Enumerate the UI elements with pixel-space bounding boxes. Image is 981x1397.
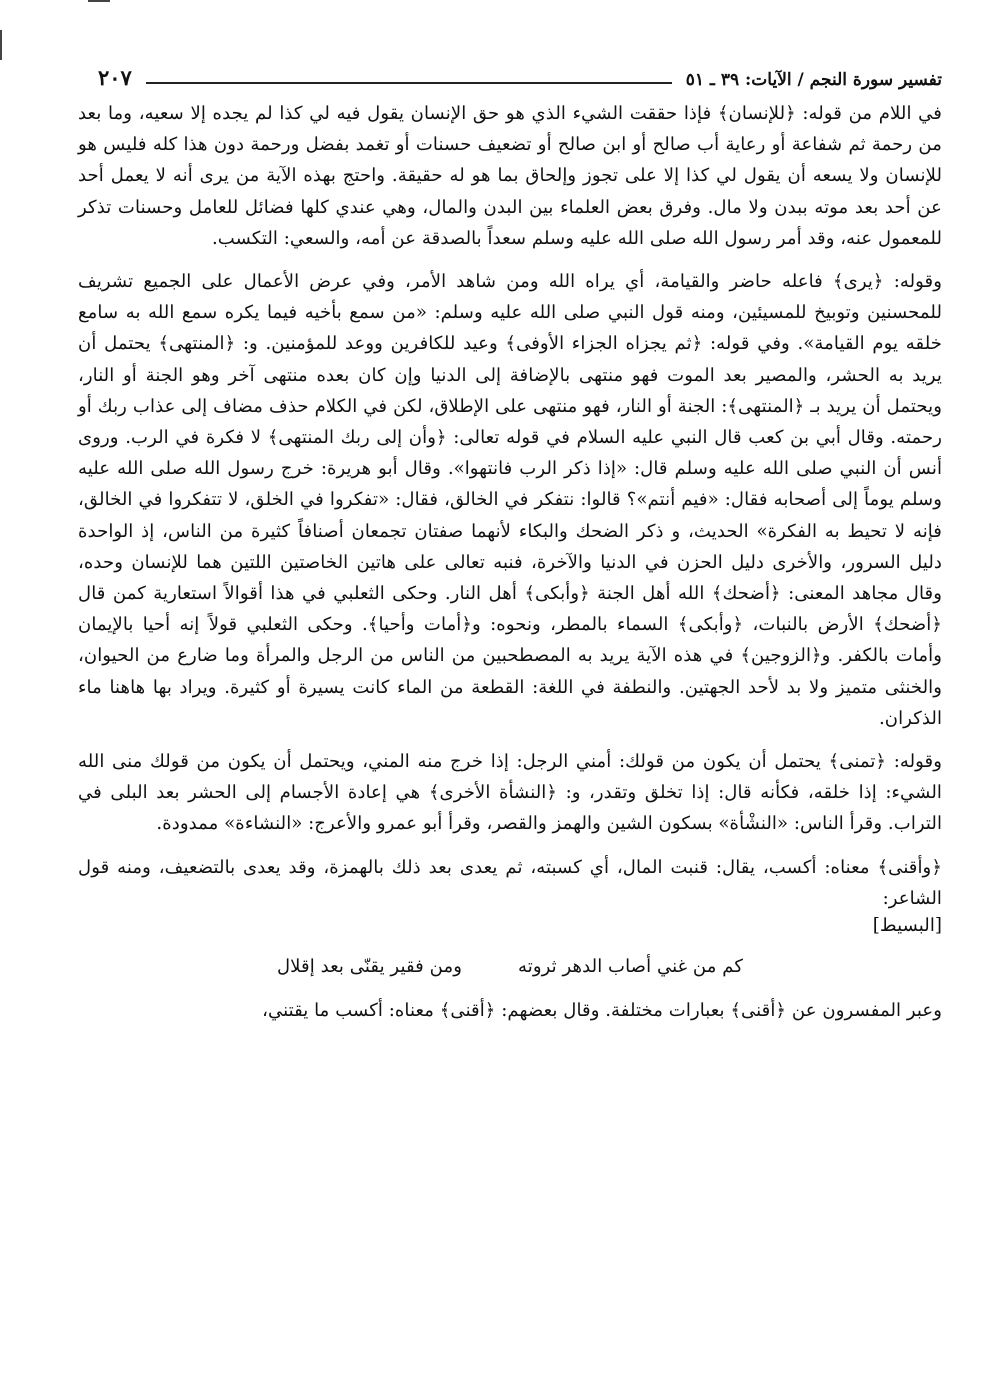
verse-second-hemistich: ومن فقير يقنّى بعد إقلال bbox=[276, 956, 462, 978]
scan-edge-mark-left bbox=[0, 30, 2, 60]
poetry-verse bbox=[78, 945, 942, 989]
book-page bbox=[78, 52, 942, 1038]
paragraph-2: وقوله: ﴿يرى﴾ فاعله حاضر والقيامة، أي يراه الله ومن شاهد الأمر، وفي عرض الأعمال على الجميع تشريف للمحسنين وتوبيخ للمسيئين، ومنه قول النبي صلى الله عليه وسلم: «من سمع بأخيه فيما يكره سمع الله به سامع خلقه يوم القيامة». وفي قوله: ﴿ثم يجزاه الجزاء الأوفى﴾ وعيد للكافرين ووعد للمؤمنين. و: ﴿المنتهى﴾ يحتمل أن يريد به الحشر، والمصير بعد الموت فهو منتهى بالإضافة إلى الدنيا وإن كان بعده منتهى آخر وهو الجنة أو النار، ويحتمل أن يريد بـ ﴿المنتهى﴾: الجنة أو النار، فهو منتهى على الإطلاق، لكن في الكلام حذف مضاف إلى عذاب ربك أو رحمته. وقال أبي بن كعب قال النبي عليه السلام في قوله تعالى: ﴿وأن إلى ربك المنتهى﴾ لا فكرة في الرب. وروى أنس أن النبي صلى الله عليه وسلم قال: «إذا ذكر الرب فانتهوا». وقال أبو هريرة: خرج رسول الله صلى الله عليه وسلم يوماً إلى أصحابه فقال: «فيم أنتم»؟ قالوا: نتفكر في الخالق، فقال: «تفكروا في الخلق، لا تتفكروا في الخالق، فإنه لا تحيط به الفكرة» الحديث، و ذكر الضحك والبكاء لأنهما صفتان تجمعان أصنافاً كثيرة من الناس، إذ الواحدة دليل السرور، والأخرى دليل الحزن في الدنيا والآخرة، فنبه تعالى على هاتين الخاصتين اللتين هما للإنسان وحده، وقال مجاهد المعنى: ﴿أضحك﴾ الله أهل الجنة ﴿وأبكى﴾ أهل النار. وحكى الثعلبي في هذا أقوالاً استعارية كمن قال ﴿أضحك﴾ الأرض بالنبات، ﴿وأبكى﴾ السماء بالمطر، ونحوه: و﴿أمات وأحيا﴾. وحكى الثعلبي قولاً إنه أحيا بالإيمان وأمات بالكفر. و﴿الزوجين﴾ في هذه الآية يريد به المصطحبين من الناس من الرجل والمرأة وما ضارع من الحيوان، والخنثى متميز ولا بد لأحد الجهتين. والنطفة في اللغة: القطعة من الماء كانت يسيرة أو كثيرة. ويراد بها هاهنا ماء الذكران. bbox=[78, 271, 942, 729]
running-title: تفسير سورة النجم / الآيات: ٣٩ ـ ٥١ bbox=[685, 70, 942, 90]
verse-first-hemistich: كم من غني أصاب الدهر ثروته bbox=[518, 956, 744, 978]
poem-meter: [البسيط] bbox=[872, 915, 942, 937]
paragraph-3: وقوله: ﴿تمنى﴾ يحتمل أن يكون من قولك: أمني الرجل: إذا خرج منه المني، ويحتمل أن يكون من قولك منى الله الشيء: إذا خلقه، فكأنه قال: إذا تخلق وتقدر، و: ﴿النشأة الأخرى﴾ هي إعادة الأجسام إلى الحشر بعد البلى في التراب. وقرأ الناس: «النشْأة» بسكون الشين والهمز والقصر، وقرأ أبو عمرو والأعرج: «النشاءة» ممدودة. bbox=[78, 751, 942, 835]
closing-paragraph: وعبر المفسرون عن ﴿أقنى﴾ بعبارات مختلفة. وقال بعضهم: ﴿أقنى﴾ معناه: أكسب ما يقتني، bbox=[262, 1000, 942, 1022]
paragraph-1: في اللام من قوله: ﴿للإنسان﴾ فإذا حققت الشيء الذي هو حق الإنسان يقول فيه لي كذا لم يجده إلا سعيه، وما بعد من رحمة ثم شفاعة أو رعاية أب صالح أو ابن صالح أو تضعيف حسنات أو تغمد بفضل ورحمة دون هذا كله فليس هو للإنسان ولا يسعه أن يقول لي كذا إلا على تجوز وإلحاق بما هو له حقيقة. واحتج بهذه الآية من يرى أنه لا يعمل أحد عن أحد بعد موته ببدن ولا مال. وفرق بعض العلماء بين البدن والمال، وهي عندي كلها فضائل للعامل وحسنات تذكر للمعمول عنه، وقد أمر رسول الله صلى الله عليه وسلم سعداً بالصدقة عن أمه، والسعي: التكسب. bbox=[78, 103, 942, 249]
page-number: ٢٠٧ bbox=[98, 65, 132, 90]
header-rule bbox=[146, 82, 672, 84]
scan-edge-mark-top bbox=[88, 0, 110, 2]
page-body bbox=[78, 98, 942, 1026]
paragraph-4: ﴿وأقنى﴾ معناه: أكسب، يقال: قنبت المال، أي كسبته، ثم يعدى بعد ذلك بالهمزة، وقد يعدى بالتضعيف، ومنه قول الشاعر: bbox=[78, 856, 942, 909]
page-header bbox=[78, 52, 942, 90]
